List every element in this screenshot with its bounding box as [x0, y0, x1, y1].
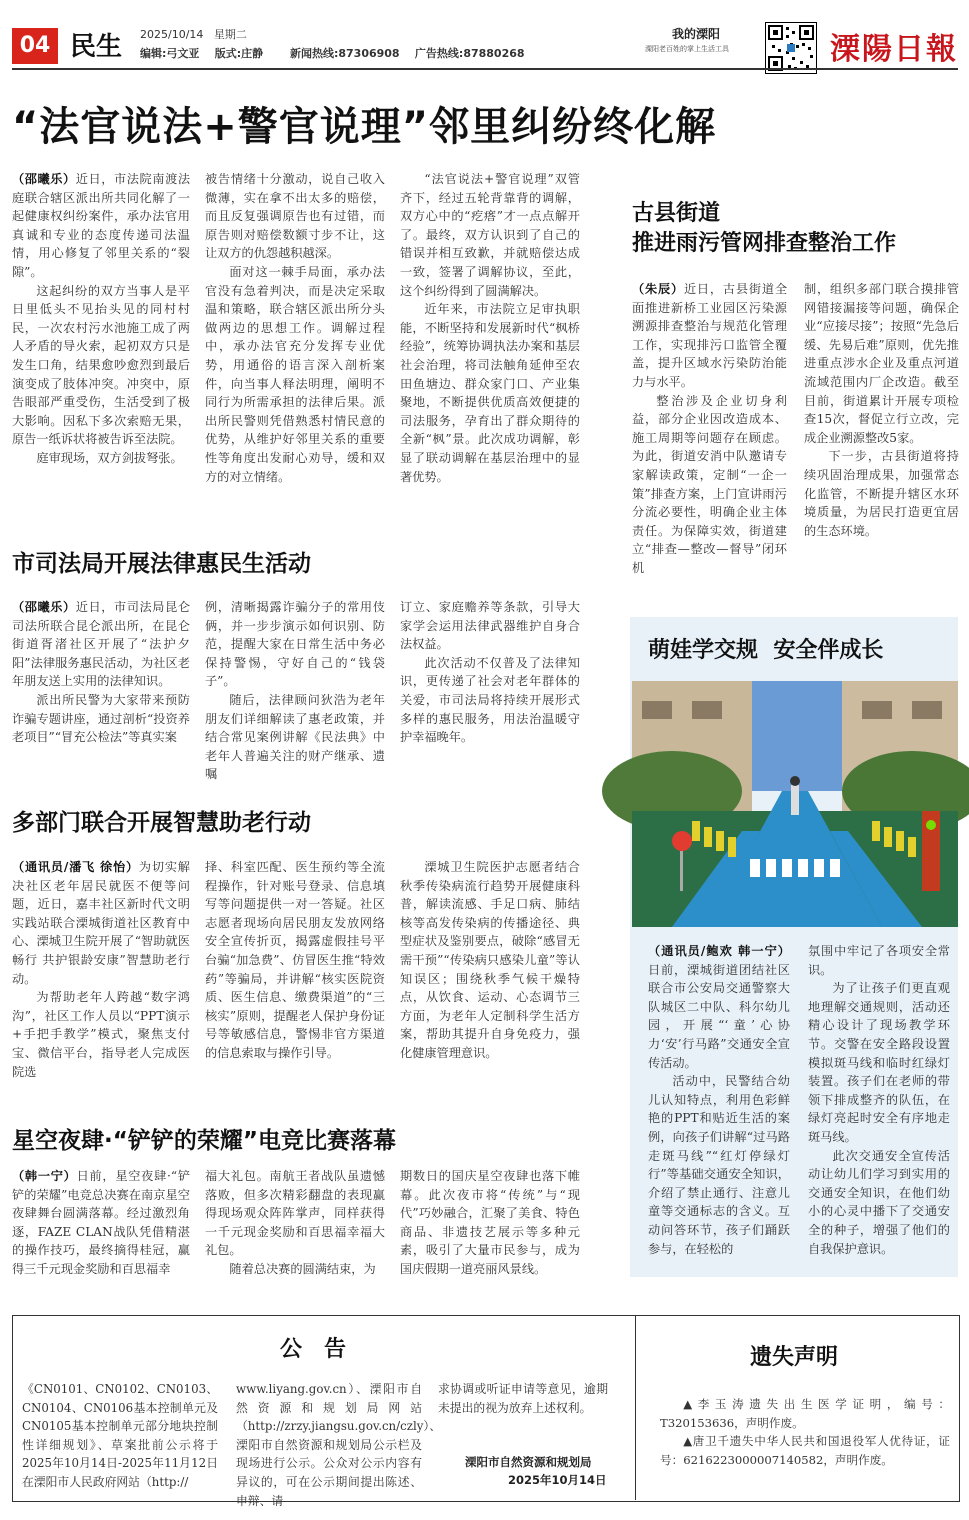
esports-article-col3	[400, 1167, 580, 1287]
paragraph: 近日，市法院南渡法庭联合辖区派出所共同化解了一起健康权纠纷案件，承办法官用真诚和专业的态度传递司法温情，用心修复了邻里关系的“裂隙”。	[12, 172, 191, 279]
paragraph: 为了让孩子们更直观地理解交通规则，活动还精心设计了现场教学环节。交警在安全路段设置模拟斑马线和临时红绿灯装置。孩子们在老师的带领下排成整齐的队伍，在绿灯亮起时安全有序地走斑马线。	[808, 981, 950, 1144]
issue-weekday: 星期二	[213, 28, 247, 41]
elderly-article-col2	[205, 858, 385, 1068]
esports-article-col2	[205, 1167, 385, 1287]
paragraph: 择、科室匹配、医生预约等全流程操作，针对账号登录、信息填写等问题提供一对一答疑。社区志愿者现场向居民朋友发放网络安全宣传折页，揭露虚假挂号平台骗“加急费”、仿冒医生推“特效药”等骗局，并讲解“核实医院资质、医生信息、缴费渠道”的“三核实”原则，提醒老人保护身份证号等敏感信息，警惕非官方渠道的信息索取与操作引导。	[205, 860, 385, 1060]
kids-article-col2	[808, 942, 950, 1264]
justice-article-col1	[12, 598, 190, 758]
paragraph: 日前，星空夜肆·“铲铲的荣耀”电竞总决赛在南京星空夜肆舞台圆满落幕。经过激烈角逐，FAZE CLAN战队凭借精湛的操作技巧，最终摘得桂冠，赢得三千元现金奖励和百思福幸	[12, 1169, 191, 1276]
app-name: 我的溧阳	[672, 27, 721, 41]
notice-col1: 《CN0101、CN0102、CN0103、CN0104、CN0106基本控制单元及CN0105基本控制单元部分地块控制性详细规划》、草案批前公示将于2025年10月14日-2025年11月12日在溧阳市人民政府网站（http://	[22, 1382, 218, 1489]
news-hotline: 新闻热线:87306908	[289, 47, 400, 60]
paragraph: 近日，市司法局昆仑司法所联合昆仑派出所，在昆仑街道胥渚社区开展了“法护夕阳”法律服务惠民活动，为社区老年朋友送上实用的法律知识。	[12, 600, 191, 689]
paragraph: 派出所民警为大家带来预防诈骗专题讲座，通过剖析“投资养老项目”“冒充公检法”等真实案	[12, 692, 190, 745]
byline: （邵曦乐）	[12, 172, 76, 186]
paragraph: 近年来，市法院立足审执职能，不断坚持和发展新时代“枫桥经验”，统筹协调执法办案和基层社会治理，将司法触角延伸至农田鱼塘边、群众家门口、产业集聚地，不断提供优质高效便捷的司法服务，孕育出了群众期待的全新“枫”景。此次成功调解，彰显了联动调解在基层治理中的显著优势。	[400, 302, 580, 484]
paragraph: 被告情绪十分激动，说自己收入微薄，实在拿不出太多的赔偿，而且反复强调原告也有过错，而原告则对赔偿数额寸步不让，这让双方的仇怨越积越深。	[205, 172, 385, 261]
qr-code-icon	[765, 22, 817, 74]
ad-hotline: 广告热线:87880268	[414, 47, 525, 60]
paragraph: 溧城卫生院医护志愿者结合秋季传染病流行趋势开展健康科普，解读流感、手足口病、肺结核等高发传染病的传播途径、典型症状及鉴别要点，破除“感冒无需干预”“传染病只感染儿童”等认知误区；围绕秋季气候干燥特点，从饮食、运动、心态调节三方面，为老年人定制科学生活方案，帮助其提升自身免疫力，强化健康管理意识。	[400, 860, 580, 1060]
paragraph: 例，清晰揭露诈骗分子的常用伎俩，并一步步演示如何识别、防范，提醒大家在日常生活中务必保持警惕，守好自己的“钱袋子”。	[205, 600, 385, 689]
paragraph: 此次活动不仅普及了法律知识，更传递了社会对老年群体的关爱，市司法局将持续开展形式多样的惠民服务，用法治温暖守护幸福晚年。	[400, 655, 580, 745]
page-number: 04	[12, 28, 58, 64]
byline: （通讯员/潘飞 徐怡）	[12, 860, 139, 874]
lost-title: 遗失声明	[750, 1344, 839, 1370]
elderly-article-col3	[400, 858, 580, 1068]
paragraph: 期数日的国庆星空夜肆也落下帷幕。此次夜市将“传统”与“现代”巧妙融合，汇聚了美食、特色商品、非遗技艺展示等多种元素，吸引了大量市民参与，成为国庆假期一道亮丽风景线。	[400, 1169, 580, 1276]
notice-signer: 溧阳市自然资源和规划局	[465, 1455, 592, 1469]
paragraph: 活动中，民警结合幼儿认知特点，利用色彩鲜艳的PPT和贴近生活的案例，向孩子们讲解“过马路走斑马线”“红灯停绿灯行”等基础交通安全知识，介绍了禁止通行、注意儿童等交通标志的含义。互动问答环节，孩子们踊跃参与，在轻松的	[648, 1074, 790, 1256]
street-article-title-line2: 推进雨污管网排查整治工作	[632, 231, 897, 256]
street-article-title-line1: 古县街道	[632, 201, 721, 226]
justice-article-title: 市司法局开展法律惠民生活动	[12, 551, 311, 577]
issue-date-line	[140, 26, 247, 42]
layout-designer: 版式:庄静	[214, 47, 264, 60]
app-slogan: 溧阳老百姓的掌上生活工具	[645, 45, 729, 53]
main-headline: “法官说法+警官说理”邻里纠纷终化解	[12, 104, 717, 150]
notice-col3: 求协调或听证申请等意见，逾期未提出的视为放弃上述权利。	[438, 1382, 608, 1415]
paragraph: 随后，法律顾问狄浩为老年朋友们详细解读了惠老政策，并结合常见案例讲解《民法典》中老年人普遍关注的财产继承、遗嘱	[205, 692, 385, 782]
section-name: 民生	[70, 32, 123, 62]
lost-item-1: ▲李玉涛遗失出生医学证明，编号：T320153636，声明作废。	[660, 1397, 950, 1430]
street-article-col2	[804, 280, 959, 565]
header-rule	[12, 68, 958, 70]
paragraph: 日前，溧城街道团结社区联合市公安局交通警察大队城区二中队、科尔幼儿园，开展“‘童’心协力‘安’行马路”交通安全宣传活动。	[648, 962, 790, 1070]
byline: （通讯员/鲍欢 韩一宁）	[648, 944, 790, 958]
main-article-col2	[205, 170, 385, 500]
kids-article-title: 萌娃学交规 安全伴成长	[648, 638, 884, 663]
kids-article-col1	[648, 942, 790, 1264]
byline: （邵曦乐）	[12, 600, 76, 614]
justice-article-col2	[205, 598, 385, 782]
esports-article-col1	[12, 1167, 190, 1287]
paragraph: 福大礼包。南航王者战队虽遗憾落败，但多次精彩翻盘的表现赢得现场观众阵阵掌声，同样获得一千元现金奖励和百思福幸福大礼包。	[205, 1169, 385, 1258]
paragraph: 为帮助老年人跨越“数字鸿沟”，社区工作人员以“PPT演示+手把手教学”模式，聚焦支付宝、微信平台，指导老人完成医院选	[12, 990, 190, 1079]
main-article-col3	[400, 170, 580, 500]
esports-article-title: 星空夜肆·“铲铲的荣耀”电竞比赛落幕	[12, 1128, 396, 1154]
paragraph: 面对这一棘手局面，承办法官没有急着判决，而是决定采取温和策略，联合辖区派出所分头做两边的思想工作。调解过程中，承办法官充分发挥专业优势，用通俗的语言深入剖析案件，向当事人释法明理，阐明不同行为所需承担的法律后果。派出所民警则凭借熟悉村情民意的优势，从维护好邻里关系的重要性等角度出发耐心劝导，缓和双方的对立情绪。	[205, 264, 385, 484]
paragraph: 氛围中牢记了各项安全常识。	[808, 944, 950, 977]
paragraph: 近日，古县街道全面推进新桥工业园区污染源溯源排查整治与规范化管理工作，实现排污口监管全覆盖，提升区域水污染防治能力与水平。	[632, 282, 788, 389]
paragraph: 订立、家庭赡养等条款，引导大家学会运用法律武器维护自身合法权益。	[400, 600, 580, 652]
paragraph: 此次交通安全宣传活动让幼儿们学习到实用的交通安全知识，在他们幼小的心灵中播下了交通安全的种子，增强了他们的自我保护意识。	[808, 1148, 950, 1256]
notice-divider	[635, 1315, 636, 1500]
paragraph: 为切实解决社区老年居民就医不便等问题，近日，嘉丰社区新时代文明实践站联合溧城街道社区教育中心、溧城卫生院开展了“智助就医畅行 共护银龄安康”智慧助老行动。	[12, 860, 190, 986]
main-article-col1	[12, 170, 190, 500]
paragraph: 庭审现场，双方剑拔弩张。	[36, 450, 183, 465]
kids-photo	[632, 681, 958, 927]
paragraph: “法官说法+警官说理”双管齐下，经过五轮背靠背的调解，双方心中的“疙瘩”才一点点解开了。最终，双方认识到了自己的错误并相互致歉，并就赔偿达成一致，签署了调解协议，至此，这个纠纷得到了圆满解决。	[400, 172, 580, 298]
lost-item-2: ▲唐卫千遗失中华人民共和国退役军人优待证，证号：6216223000007140582，声明作废。	[660, 1434, 950, 1467]
notice-col2: www.liyang.gov.cn）、溧阳市自然资源和规划局网站（http://zrzy.jiangsu.gov.cn/czly）、溧阳市自然资源和规划局公示栏及现场进行公示。公众对公示内容有异议的，可在公示期间提出陈述、申辩、请	[236, 1382, 442, 1508]
issue-date: 2025/10/14	[140, 28, 204, 41]
elderly-article-col1	[12, 858, 190, 1079]
notice-title: 公 告	[280, 1337, 347, 1362]
elderly-article-title: 多部门联合开展智慧助老行动	[12, 810, 311, 836]
justice-article-col3	[400, 598, 580, 758]
notice-sign-date: 2025年10月14日	[508, 1473, 607, 1487]
byline: （韩一宁）	[12, 1169, 77, 1183]
paragraph: 这起纠纷的双方当事人是平日里低头不见抬头见的同村村民，一次农村污水池施工成了两人矛盾的导火索，起初双方只是发生口角，结果愈吵愈烈到最后演变成了肢体冲突。冲突中，原告眼部严重受伤，生活受到了极大影响。因私下多次索赔无果，原告一纸诉状将被告诉至法院。	[12, 283, 190, 447]
street-article-col1	[632, 280, 788, 575]
byline: （朱辰）	[632, 282, 684, 296]
editor: 编辑:弓文亚	[140, 47, 200, 60]
masthead-logo: 溧陽日報	[830, 32, 958, 67]
paragraph: 随着总决赛的圆满结束，为	[229, 1261, 376, 1276]
staff-line	[140, 45, 525, 61]
paragraph: 整治涉及企业切身利益，部分企业因改造成本、施工周期等问题存在顾虑。为此，街道安消中队邀请专家解读政策，定制“一企一策”排查方案，上门宣讲雨污分流必要性，明确企业主体责任。为保障实效，街道建立“排查—整改—督导”闭环机	[632, 393, 787, 575]
paragraph: 下一步，古县街道将持续巩固治理成果，加强常态化监管，不断提升辖区水环境质量，为居民打造更宜居的生态环境。	[804, 449, 959, 538]
paragraph: 制，组织多部门联合摸排管网错接漏接等问题，确保企业“应接尽接”；按照“先急后缓、先易后难”原则，优先推进重点涉水企业及重点河道流域范围内厂企改造。截至目前，街道累计开展专项检查15次，督促立行立改，完成企业溯源整改5家。	[804, 282, 959, 445]
